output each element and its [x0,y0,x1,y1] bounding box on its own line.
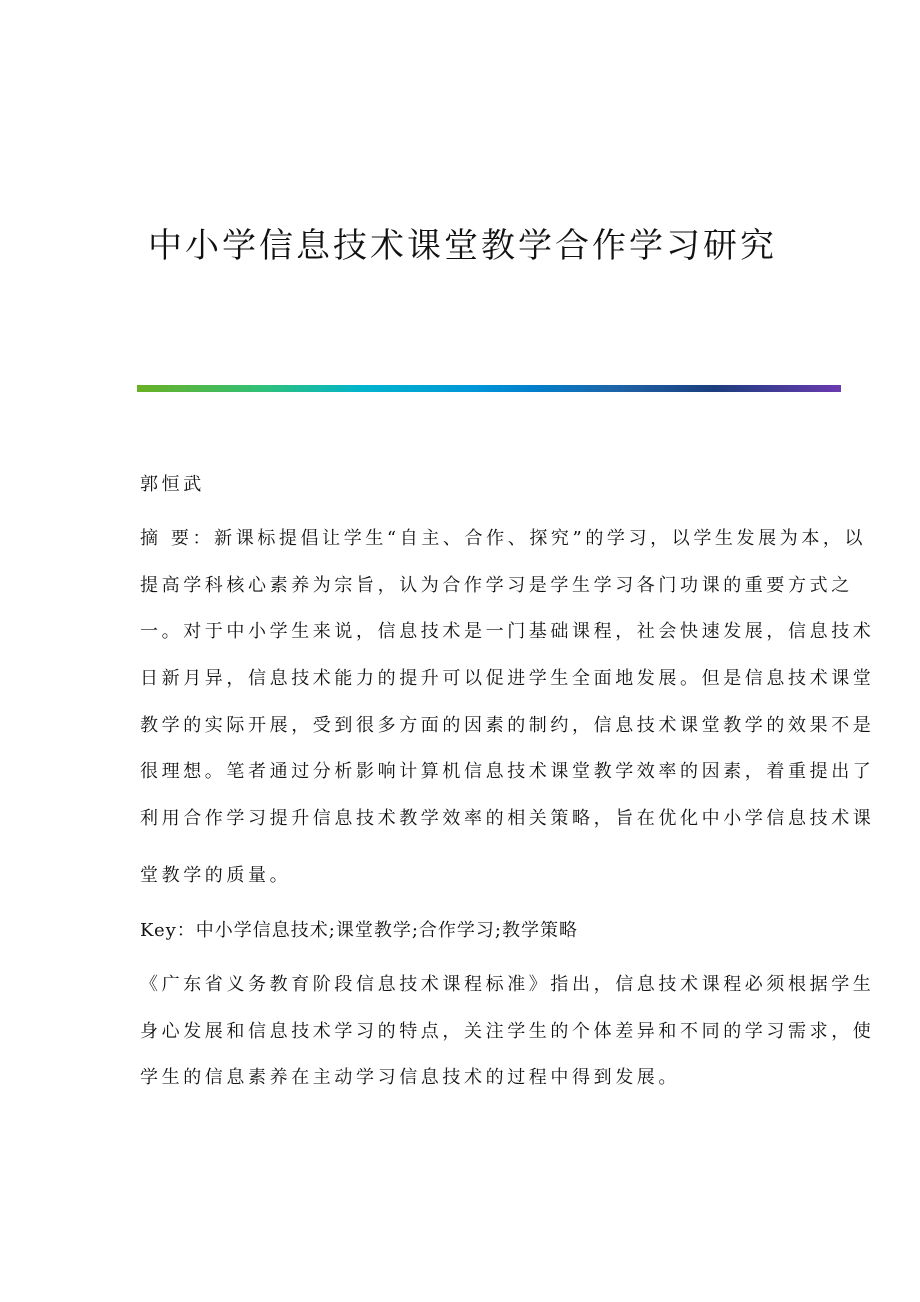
title-divider-gradient [137,385,841,392]
abstract-line: 利用合作学习提升信息技术教学效率的相关策略，旨在优化中小学信息技术课 [140,808,875,829]
abstract-line: 教学的实际开展，受到很多方面的因素的制约，信息技术课堂教学的效果不是 [140,715,875,736]
abstract-line: 一。对于中小学生来说，信息技术是一门基础课程，社会快速发展，信息技术 [140,621,875,642]
abstract-line: 摘 要：新课标提倡让学生“自主、合作、探究”的学习，以学生发展为本，以 [140,528,867,549]
body-line: 学生的信息素养在主动学习信息技术的过程中得到发展。 [140,1067,680,1088]
author: 郭恒武 [140,474,205,495]
abstract-line: 提高学科核心素养为宗旨，认为合作学习是学生学习各门功课的重要方式之 [140,575,853,596]
abstract-line: 很理想。笔者通过分析影响计算机信息技术课堂教学效率的因素，着重提出了 [140,761,875,782]
document-title: 中小学信息技术课堂教学合作学习研究 [148,226,777,266]
abstract-line: 日新月异，信息技术能力的提升可以促进学生全面地发展。但是信息技术课堂 [140,668,875,689]
body-line: 身心发展和信息技术学习的特点，关注学生的个体差异和不同的学习需求，使 [140,1021,875,1042]
keywords: Key：中小学信息技术;课堂教学;合作学习;教学策略 [140,920,578,941]
body-line: 《广东省义务教育阶段信息技术课程标准》指出，信息技术课程必须根据学生 [140,974,875,995]
abstract-line: 堂教学的质量。 [140,865,292,886]
